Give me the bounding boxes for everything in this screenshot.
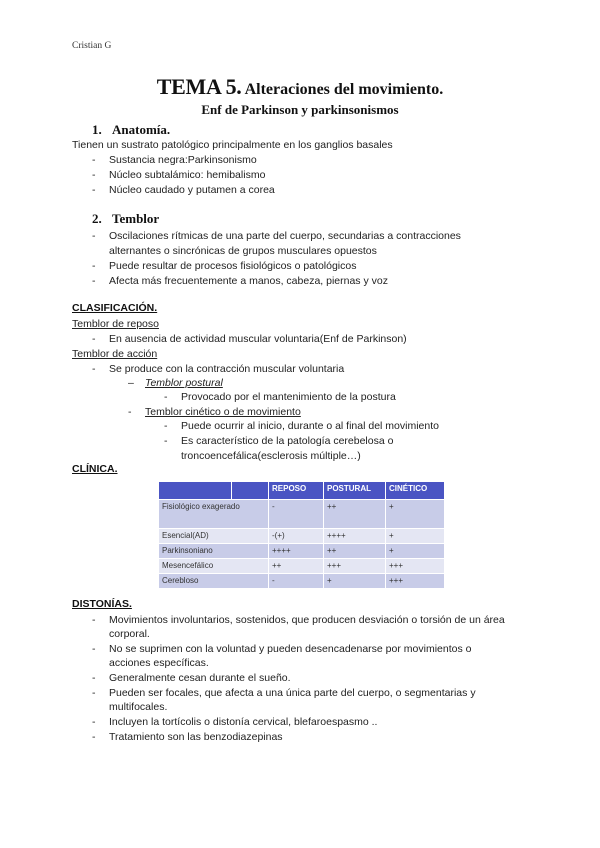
table-cell: Esencial(AD) xyxy=(159,529,269,544)
table-cell: -(+) xyxy=(269,529,324,544)
table-cell: - xyxy=(269,574,324,589)
list-item: Pueden ser focales, que afecta a una única parte del cuerpo, o segmentarias y xyxy=(109,687,476,699)
list-item: Generalmente cesan durante el sueño. xyxy=(109,672,291,684)
table-cell: + xyxy=(386,500,445,529)
table-cell: +++ xyxy=(386,574,445,589)
section-1-title: Anatomía. xyxy=(112,122,171,137)
table-header: CINÉTICO xyxy=(386,482,445,500)
title-number: TEMA 5. xyxy=(156,74,242,99)
section-2-title: Temblor xyxy=(112,211,160,226)
temblor-cinetico-label: Temblor cinético o de movimiento xyxy=(145,406,301,418)
list-item-continued: troncoencefálica(esclerosis múltiple…) xyxy=(181,450,361,462)
table-cell: ++++ xyxy=(269,544,324,559)
table-row xyxy=(159,500,445,529)
clinica-heading: CLÍNICA. xyxy=(72,463,118,475)
section-1-number: 1. xyxy=(92,122,102,137)
distonias-heading: DISTONÍAS. xyxy=(72,598,132,610)
list-item: Sustancia negra:Parkinsonismo xyxy=(109,154,257,166)
list-item-continued: multifocales. xyxy=(109,701,168,713)
list-item: Afecta más frecuentemente a manos, cabeza, piernas y voz xyxy=(109,275,388,287)
section-1-heading xyxy=(92,122,170,138)
list-item: Puede ocurrir al inicio, durante o al final del movimiento xyxy=(181,420,439,432)
table-cell: +++ xyxy=(386,559,445,574)
table-header: POSTURAL xyxy=(324,482,386,500)
list-item: Provocado por el mantenimiento de la postura xyxy=(181,391,396,403)
table-cell: + xyxy=(324,574,386,589)
table-row xyxy=(159,529,445,544)
table-cell: - xyxy=(269,500,324,529)
table-cell: Mesencefálico xyxy=(159,559,269,574)
page-title xyxy=(0,74,600,100)
table-cell: ++ xyxy=(324,500,386,529)
list-item: En ausencia de actividad muscular voluntaria(Enf de Parkinson) xyxy=(109,333,407,345)
section-1-intro: Tienen un sustrato patológico principalmente en los ganglios basales xyxy=(72,139,393,151)
list-item: No se suprimen con la voluntad y pueden desencadenarse por movimientos o xyxy=(109,643,472,655)
table-row xyxy=(159,574,445,589)
table-cell: Cerebloso xyxy=(159,574,269,589)
temblor-accion-label: Temblor de acción xyxy=(72,348,158,360)
table-cell: ++++ xyxy=(324,529,386,544)
list-item-continued: alternantes o sincrónicas de grupos musculares opuestos xyxy=(109,245,377,257)
section-2-number: 2. xyxy=(92,211,102,226)
list-item: Núcleo subtalámico: hemibalismo xyxy=(109,169,266,181)
page-subtitle: Enf de Parkinson y parkinsonismos xyxy=(201,102,399,117)
list-item: Es característico de la patología cerebelosa o xyxy=(181,435,394,447)
clinica-table xyxy=(158,481,445,589)
list-item: Tratamiento son las benzodiazepinas xyxy=(109,731,283,743)
table-row xyxy=(159,559,445,574)
list-item: Incluyen la tortícolis o distonía cervical, blefaroespasmo .. xyxy=(109,716,378,728)
table-header xyxy=(159,482,232,500)
list-item: Puede resultar de procesos fisiológicos o patológicos xyxy=(109,260,357,272)
author-name: Cristian G xyxy=(72,41,112,51)
table-row xyxy=(159,544,445,559)
table-cell: Fisiológico exagerado xyxy=(159,500,269,529)
table-cell: Parkinsoniano xyxy=(159,544,269,559)
list-item: Se produce con la contracción muscular voluntaria xyxy=(109,363,345,375)
section-2-heading xyxy=(92,211,159,227)
list-item: Núcleo caudado y putamen a corea xyxy=(109,184,275,196)
table-cell: +++ xyxy=(324,559,386,574)
list-item: Movimientos involuntarios, sostenidos, que producen desviación o torsión de un área xyxy=(109,614,505,626)
table-cell: ++ xyxy=(324,544,386,559)
temblor-postural-label: Temblor postural xyxy=(145,377,223,389)
list-item-continued: acciones específicas. xyxy=(109,657,209,669)
list-item: Oscilaciones rítmicas de una parte del cuerpo, secundarias a contracciones xyxy=(109,230,461,242)
table-header xyxy=(232,482,269,500)
temblor-reposo-label: Temblor de reposo xyxy=(72,318,159,330)
table-cell: + xyxy=(386,529,445,544)
table-header-row xyxy=(159,482,445,500)
clasificacion-heading: CLASIFICACIÓN. xyxy=(72,302,158,314)
table-cell: + xyxy=(386,544,445,559)
table-header: REPOSO xyxy=(269,482,324,500)
table-cell: ++ xyxy=(269,559,324,574)
list-item-continued: corporal. xyxy=(109,628,150,640)
title-text: Alteraciones del movimiento. xyxy=(241,81,444,98)
